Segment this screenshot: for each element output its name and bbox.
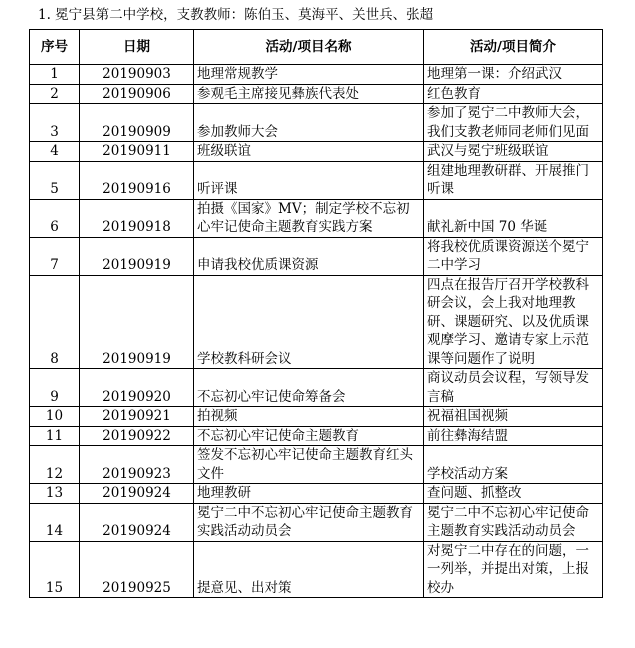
cell-desc: 红色教育 [424, 84, 603, 104]
cell-date: 20190906 [80, 84, 194, 104]
cell-no: 10 [30, 407, 80, 427]
cell-date: 20190916 [80, 161, 194, 199]
cell-no: 15 [30, 541, 80, 598]
header-date: 日期 [80, 30, 194, 65]
cell-name: 申请我校优质课资源 [194, 237, 424, 275]
cell-name: 不忘初心牢记使命筹备会 [194, 369, 424, 407]
cell-desc: 对冕宁二中存在的问题，一一列举，并提出对策，上报校办 [424, 541, 603, 598]
table-row [30, 104, 603, 142]
activity-table [29, 29, 603, 598]
cell-desc: 学校活动方案 [424, 446, 603, 484]
cell-desc: 武汉与冕宁班级联谊 [424, 142, 603, 162]
header-no: 序号 [30, 30, 80, 65]
cell-no: 12 [30, 446, 80, 484]
cell-desc: 查问题、抓整改 [424, 484, 603, 504]
cell-no: 14 [30, 503, 80, 541]
header-name: 活动/项目名称 [194, 30, 424, 65]
cell-desc: 将我校优质课资源送个冕宁二中学习 [424, 237, 603, 275]
cell-name: 参观毛主席接见彝族代表处 [194, 84, 424, 104]
cell-date: 20190918 [80, 199, 194, 237]
table-row [30, 199, 603, 237]
cell-no: 11 [30, 426, 80, 446]
cell-name: 签发不忘初心牢记使命主题教育红头文件 [194, 446, 424, 484]
cell-desc: 前往彝海结盟 [424, 426, 603, 446]
cell-date: 20190903 [80, 65, 194, 85]
cell-name: 学校教科研会议 [194, 275, 424, 369]
cell-no: 13 [30, 484, 80, 504]
cell-desc: 地理第一课：介绍武汉 [424, 65, 603, 85]
section-heading: 1. 冕宁县第二中学校，支教教师：陈伯玉、莫海平、关世兵、张超 [38, 7, 434, 23]
cell-date: 20190920 [80, 369, 194, 407]
cell-date: 20190921 [80, 407, 194, 427]
cell-name: 参加教师大会 [194, 104, 424, 142]
cell-no: 8 [30, 275, 80, 369]
cell-no: 2 [30, 84, 80, 104]
cell-desc: 参加了冕宁二中教师大会，我们支教老师同老师们见面 [424, 104, 603, 142]
cell-date: 20190911 [80, 142, 194, 162]
cell-name: 地理常规教学 [194, 65, 424, 85]
cell-name: 拍摄《国家》MV；制定学校不忘初心牢记使命主题教育实践方案 [194, 199, 424, 237]
cell-no: 3 [30, 104, 80, 142]
cell-date: 20190909 [80, 104, 194, 142]
cell-no: 4 [30, 142, 80, 162]
cell-date: 20190919 [80, 237, 194, 275]
table-row [30, 446, 603, 484]
cell-no: 6 [30, 199, 80, 237]
table-row [30, 503, 603, 541]
cell-name: 拍视频 [194, 407, 424, 427]
cell-name: 不忘初心牢记使命主题教育 [194, 426, 424, 446]
cell-no: 7 [30, 237, 80, 275]
cell-date: 20190923 [80, 446, 194, 484]
cell-no: 9 [30, 369, 80, 407]
cell-name: 听评课 [194, 161, 424, 199]
table-row [30, 541, 603, 598]
table-row [30, 275, 603, 369]
table-row [30, 161, 603, 199]
cell-name: 冕宁二中不忘初心牢记使命主题教育实践活动动员会 [194, 503, 424, 541]
table-row [30, 484, 603, 504]
cell-name: 班级联谊 [194, 142, 424, 162]
table-row [30, 369, 603, 407]
header-desc: 活动/项目简介 [424, 30, 603, 65]
cell-date: 20190919 [80, 275, 194, 369]
cell-name: 提意见、出对策 [194, 541, 424, 598]
cell-desc: 祝福祖国视频 [424, 407, 603, 427]
cell-desc: 冕宁二中不忘初心牢记使命主题教育实践活动动员会 [424, 503, 603, 541]
cell-desc: 商议动员会议程，写领导发言稿 [424, 369, 603, 407]
cell-desc: 献礼新中国 70 华诞 [424, 199, 603, 237]
table-row [30, 142, 603, 162]
table-row [30, 65, 603, 85]
cell-date: 20190922 [80, 426, 194, 446]
table-row [30, 426, 603, 446]
cell-no: 1 [30, 65, 80, 85]
table-header-row [30, 30, 603, 65]
table-row [30, 84, 603, 104]
cell-no: 5 [30, 161, 80, 199]
cell-date: 20190924 [80, 503, 194, 541]
cell-desc: 组建地理教研群、开展推门听课 [424, 161, 603, 199]
table-row [30, 407, 603, 427]
cell-name: 地理教研 [194, 484, 424, 504]
cell-desc: 四点在报告厅召开学校教科研会议，会上我对地理教研、课题研究、以及优质课观摩学习、邀请专家上示范课等问题作了说明 [424, 275, 603, 369]
cell-date: 20190925 [80, 541, 194, 598]
cell-date: 20190924 [80, 484, 194, 504]
table-row [30, 237, 603, 275]
